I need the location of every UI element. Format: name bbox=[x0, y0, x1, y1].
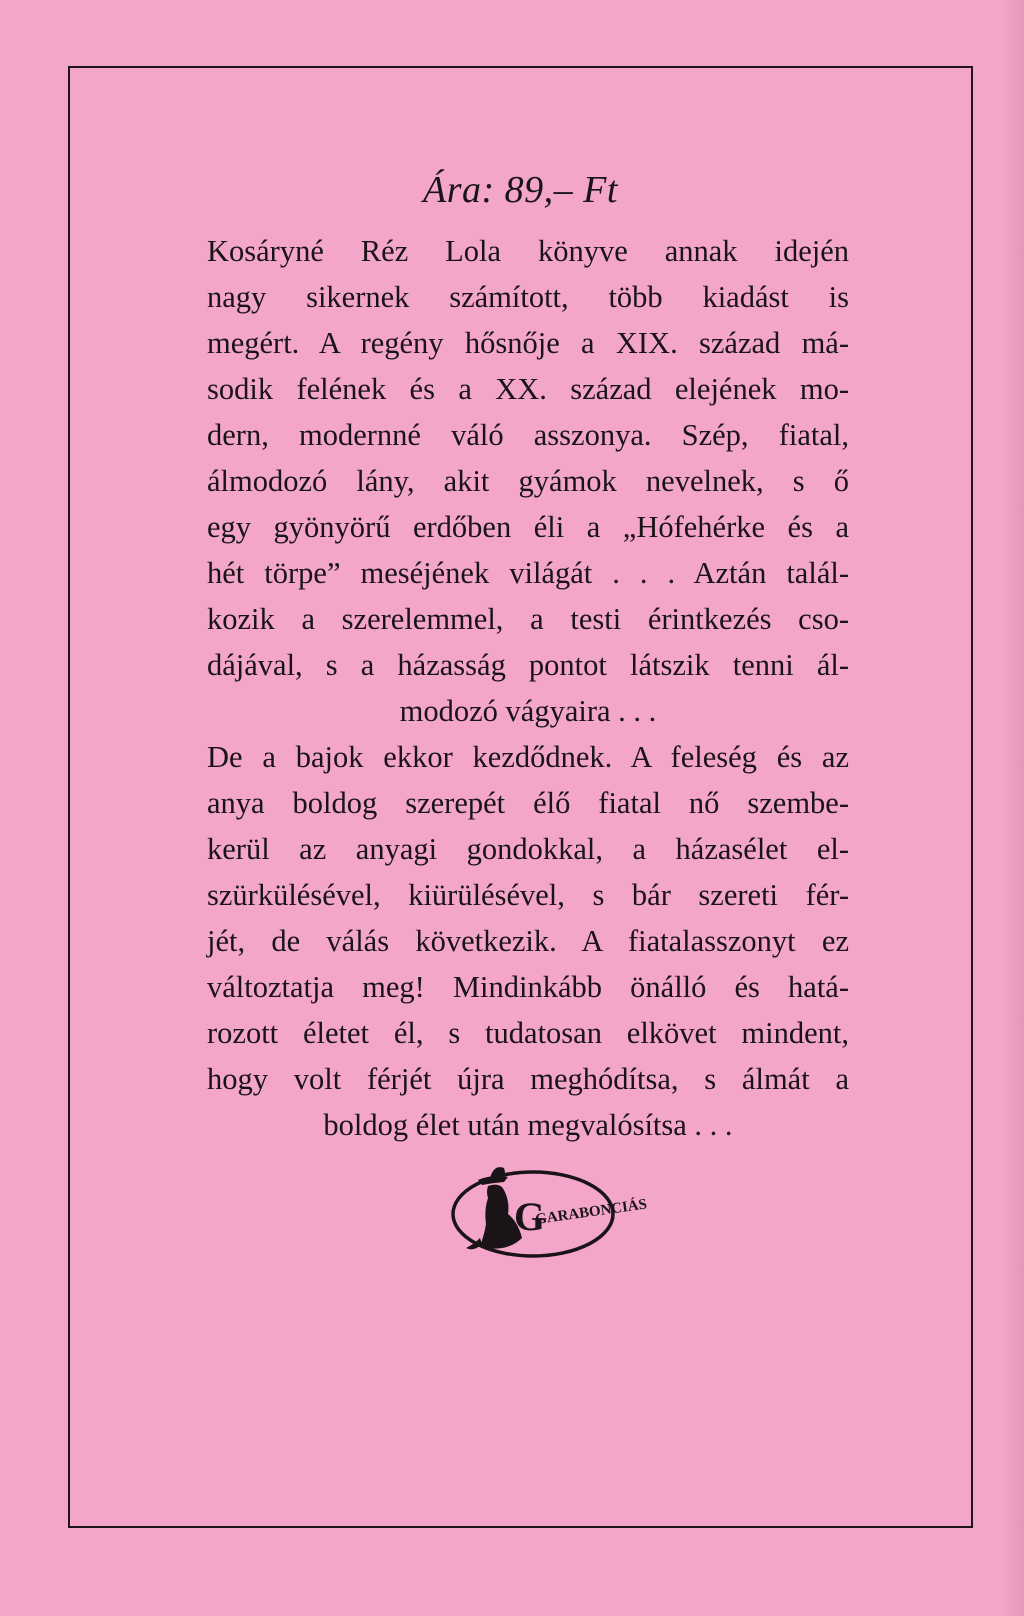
blurb-line: anya boldog szerepét élő fiatal nő szembe- bbox=[207, 786, 849, 820]
blurb-line: Kosáryné Réz Lola könyve annak idején bbox=[207, 234, 849, 268]
blurb-line: dájával, s a házasság pontot látszik tenni ál- bbox=[207, 648, 849, 682]
book-blurb bbox=[207, 228, 849, 1148]
blurb-line: szürkülésével, kiürülésével, s bár szereti fér- bbox=[207, 878, 849, 912]
blurb-line: dern, modernné váló asszonya. Szép, fiatal, bbox=[207, 418, 849, 452]
blurb-line: kerül az anyagi gondokkal, a házasélet el- bbox=[207, 832, 849, 866]
blurb-line: megért. A regény hősnője a XIX. század má- bbox=[207, 326, 849, 360]
blurb-line: De a bajok ekkor kezdődnek. A feleség és az bbox=[207, 740, 849, 774]
logo-text: GARABONCIÁS bbox=[534, 1196, 648, 1228]
blurb-line: modozó vágyaira . . . bbox=[399, 694, 657, 728]
blurb-line: változtatja meg! Mindinkább önálló és hatá- bbox=[207, 970, 849, 1004]
blurb-line: rozott életet él, s tudatosan elkövet mindent, bbox=[207, 1016, 849, 1050]
blurb-line: kozik a szerelemmel, a testi érintkezés cso- bbox=[207, 602, 849, 636]
price-label: Ára: 89,– Ft bbox=[423, 169, 618, 211]
blurb-line: álmodozó lány, akit gyámok nevelnek, s ő bbox=[207, 464, 849, 498]
blurb-line: jét, de válás következik. A fiatalasszonyt ez bbox=[207, 924, 849, 958]
page-edge-shadow bbox=[1002, 0, 1024, 1616]
blurb-line: sodik felének és a XX. század elejének mo- bbox=[207, 372, 849, 406]
blurb-line: egy gyönyörű erdőben éli a „Hófehérke és a bbox=[207, 510, 849, 544]
blurb-line: hét törpe” meséjének világát . . . Aztán talál- bbox=[207, 556, 849, 590]
garaboncias-logo-icon bbox=[448, 1152, 648, 1272]
blurb-line: nagy sikernek számított, több kiadást is bbox=[207, 280, 849, 314]
blurb-line: hogy volt férjét újra meghódítsa, s álmát a bbox=[207, 1062, 849, 1096]
svg-text:G: G bbox=[514, 1194, 546, 1239]
blurb-line: boldog élet után megvalósítsa . . . bbox=[323, 1108, 733, 1142]
